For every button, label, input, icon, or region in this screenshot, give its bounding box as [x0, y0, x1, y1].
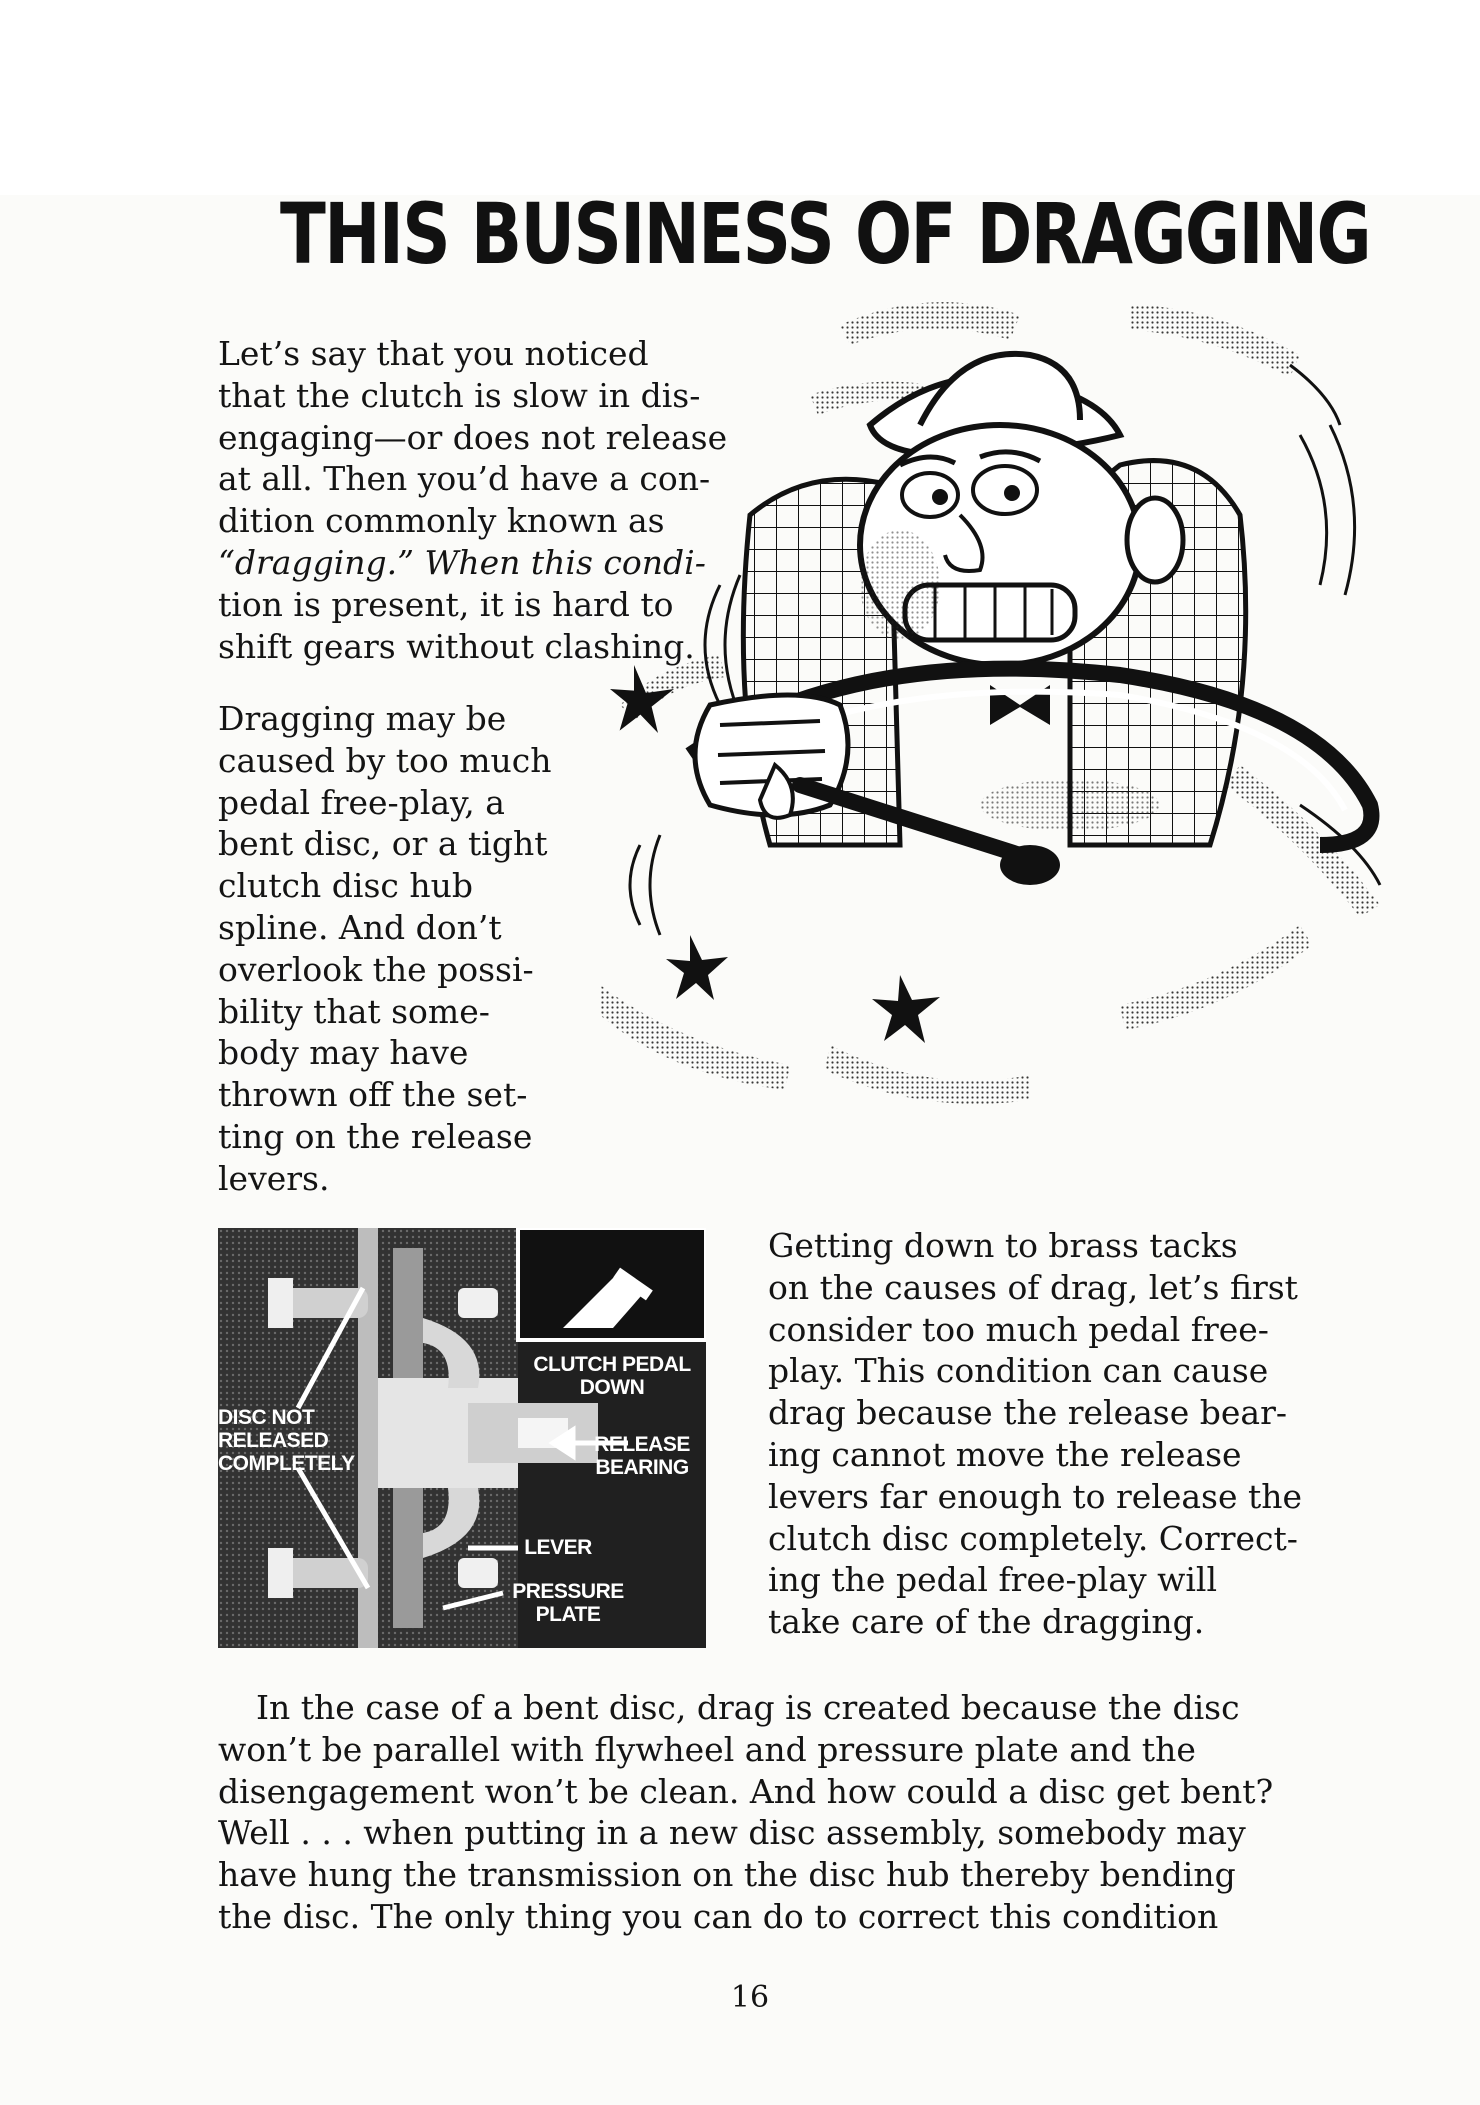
label-clutch-pedal: CLUTCH PEDAL	[533, 1353, 691, 1376]
text-line: at all. Then you’d have a con-	[218, 459, 711, 499]
label-clutch-pedal-down	[518, 1353, 706, 1399]
text-line: clutch disc hub	[218, 866, 473, 906]
text-line: levers.	[218, 1158, 330, 1198]
text-line: disengagement won’t be clean. And how could a disc get bent?	[218, 1771, 1274, 1811]
text-line: bility that some-	[218, 991, 490, 1031]
text-line: clutch disc completely. Correct-	[768, 1518, 1298, 1558]
text-line: the disc. The only thing you can do to correct this condition	[218, 1896, 1219, 1936]
paragraph-causes	[218, 698, 568, 1200]
text-line: Getting down to brass tacks	[768, 1226, 1238, 1265]
clutch-cross-section-diagram	[218, 1228, 706, 1648]
label-disc-not-released	[218, 1406, 368, 1475]
label-lever: LEVER	[524, 1536, 592, 1559]
text-line: caused by too much	[218, 740, 552, 780]
text-line: take care of the dragging.	[768, 1602, 1205, 1642]
paragraph-free-play	[768, 1225, 1318, 1643]
label-released: RELEASED	[218, 1429, 329, 1452]
text-line: that the clutch is slow in dis-	[218, 375, 701, 415]
label-release-bearing	[578, 1433, 706, 1479]
text-line: play. This condition can cause	[768, 1351, 1269, 1391]
text-line: body may have	[218, 1033, 469, 1073]
page-number: 16	[730, 1980, 770, 2015]
text-line: Dragging may be	[218, 699, 507, 738]
worried-driver-cartoon-icon	[600, 285, 1410, 1115]
text-line: thrown off the set-	[218, 1075, 528, 1115]
label-pressure-plate	[503, 1580, 633, 1626]
text-line: spline. And don’t	[218, 907, 502, 947]
text-line: pedal free-play, a	[218, 782, 505, 822]
label-release: RELEASE	[594, 1433, 690, 1456]
text-line: Well . . . when putting in a new disc assembly, somebody may	[218, 1813, 1246, 1853]
text-line: overlook the possi-	[218, 949, 534, 989]
text-line: ing cannot move the release	[768, 1434, 1242, 1474]
text-line: engaging—or does not release	[218, 417, 728, 457]
label-down: DOWN	[579, 1376, 645, 1399]
label-completely: COMPLETELY	[218, 1452, 355, 1475]
text-line: on the causes of drag, let’s first	[768, 1267, 1298, 1307]
text-line: “dragging.” When this condi-	[218, 542, 706, 582]
text-line: shift gears without clashing.	[218, 626, 695, 666]
label-pressure: PRESSURE	[512, 1580, 624, 1603]
text-line: ing the pedal free-play will	[768, 1560, 1218, 1600]
paragraph-bent-disc	[218, 1687, 1318, 1938]
text-line: drag because the release bear-	[768, 1393, 1288, 1433]
text-line: bent disc, or a tight	[218, 824, 548, 864]
page-top-margin	[0, 0, 1480, 195]
page-title: THIS BUSINESS OF DRAGGING	[280, 185, 1371, 283]
text-line: won’t be parallel with flywheel and pressure plate and the	[218, 1729, 1196, 1769]
text-line: ting on the release	[218, 1116, 533, 1156]
text-line: dition commonly known as	[218, 501, 665, 541]
label-plate: PLATE	[535, 1603, 601, 1626]
text-line: levers far enough to release the	[768, 1476, 1303, 1516]
text-line: tion is present, it is hard to	[218, 584, 674, 624]
text-line: consider too much pedal free-	[768, 1309, 1269, 1349]
text-line: In the case of a bent disc, drag is created because the disc	[256, 1688, 1240, 1727]
text-line: have hung the transmission on the disc hub thereby bending	[218, 1855, 1236, 1895]
text-line: Let’s say that you noticed	[218, 334, 649, 373]
label-bearing: BEARING	[595, 1456, 689, 1479]
label-disc-not: DISC NOT	[218, 1406, 315, 1429]
